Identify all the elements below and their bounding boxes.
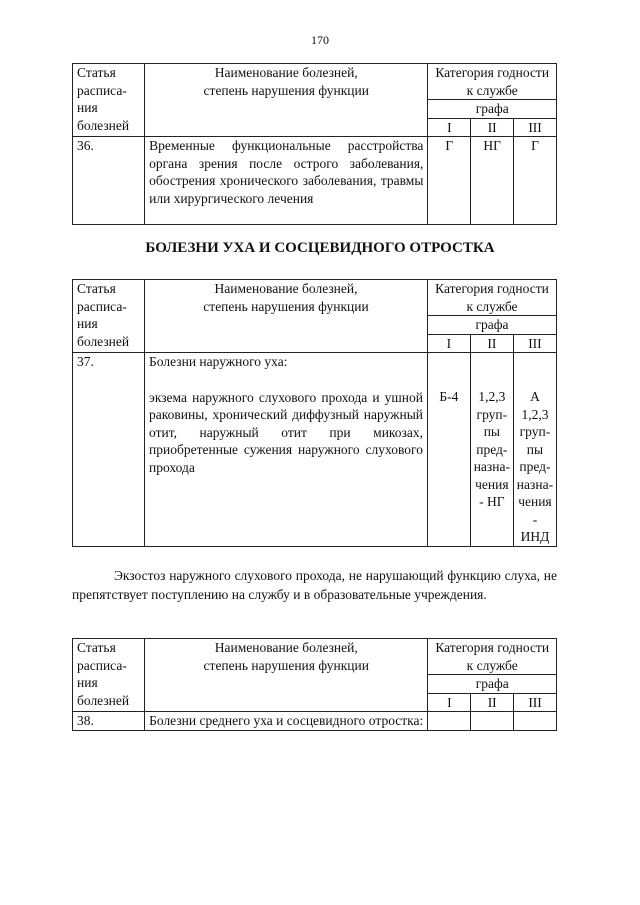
row36-II: НГ bbox=[471, 137, 514, 225]
header-article-line: ния bbox=[77, 316, 98, 331]
row36-number: 36. bbox=[73, 137, 145, 225]
header-col-II: II bbox=[471, 693, 514, 712]
table-row37 bbox=[72, 279, 557, 547]
header-article-line: болезней bbox=[77, 692, 130, 708]
row37-III-line: пы bbox=[526, 441, 544, 457]
row37-III-line: 1,2,3 bbox=[521, 406, 549, 422]
row37-II-line: пы bbox=[483, 424, 500, 439]
header-category-line: Категория годности bbox=[435, 281, 549, 296]
header-article-line: Статья bbox=[77, 281, 116, 296]
header-name-line: степень нарушения функции bbox=[203, 298, 369, 314]
header-name-cell bbox=[145, 64, 428, 137]
header-grafa: графа bbox=[428, 675, 557, 694]
row37-II-line: - НГ bbox=[479, 494, 505, 509]
row37-III-line: А bbox=[530, 389, 540, 404]
header-name-cell bbox=[145, 639, 428, 712]
row37-III-cell bbox=[513, 353, 556, 547]
row36-I: Г bbox=[428, 137, 471, 225]
row37-III-line: - bbox=[532, 511, 538, 527]
header-article-cell bbox=[73, 280, 145, 353]
row37-number: 37. bbox=[73, 353, 145, 547]
header-article-line: ния bbox=[77, 675, 98, 690]
row37-I-cell bbox=[428, 353, 471, 547]
row37-I: Б-4 bbox=[439, 389, 459, 404]
row37-III-line: назна- bbox=[516, 476, 554, 492]
header-col-III: III bbox=[513, 334, 556, 353]
header-category-line: к службе bbox=[466, 298, 518, 314]
row37-II-line: назна- bbox=[473, 459, 510, 474]
row37-II-cell bbox=[470, 353, 513, 547]
row36-III: Г bbox=[514, 137, 557, 225]
header-article-line: болезней bbox=[77, 117, 130, 133]
header-article-cell bbox=[73, 639, 145, 712]
note-paragraph: Экзостоз наружного слухового прохода, не нарушающий функцию слуха, не препятствует поступлению на службу и в образовательные учреждения. bbox=[72, 568, 557, 602]
header-article-line: Статья bbox=[77, 640, 116, 655]
header-col-I: I bbox=[428, 334, 471, 353]
page-number: 170 bbox=[311, 33, 329, 47]
row37-text-cell bbox=[145, 353, 428, 547]
row36-text: Временные функциональные расстройства органа зрения после острого заболевания, обострения хронического заболевания, травмы или хирургического лечения bbox=[145, 137, 428, 225]
header-category-line: Категория годности bbox=[435, 65, 550, 80]
header-col-I: I bbox=[428, 118, 471, 137]
row38-text: Болезни среднего уха и сосцевидного отростка: bbox=[145, 712, 428, 731]
header-name-line: Наименование болезней, bbox=[214, 65, 358, 80]
header-category-cell bbox=[428, 639, 557, 675]
row37-II-line: груп- bbox=[476, 406, 508, 422]
header-category-line: Категория годности bbox=[435, 640, 550, 655]
header-article-line: ния bbox=[77, 100, 98, 115]
row37-II-line: пред- bbox=[476, 441, 508, 457]
header-name-line: степень нарушения функции bbox=[203, 657, 369, 673]
section-title: БОЛЕЗНИ УХА И СОСЦЕВИДНОГО ОТРОСТКА bbox=[145, 240, 495, 256]
header-article-line: болезней bbox=[77, 333, 130, 349]
row38-I bbox=[428, 712, 471, 731]
header-col-III: III bbox=[514, 118, 557, 137]
header-col-III: III bbox=[514, 693, 557, 712]
row38-number: 38. bbox=[73, 712, 145, 731]
header-col-II: II bbox=[470, 334, 513, 353]
header-name-cell bbox=[145, 280, 428, 353]
header-col-I: I bbox=[428, 693, 471, 712]
header-name-line: Наименование болезней, bbox=[214, 640, 358, 655]
row37-III-line: ИНД bbox=[520, 529, 550, 544]
header-name-line: степень нарушения функции bbox=[203, 82, 369, 98]
header-name-line: Наименование болезней, bbox=[214, 281, 358, 296]
header-col-II: II bbox=[471, 118, 514, 137]
row38-II bbox=[471, 712, 514, 731]
table-row38 bbox=[72, 638, 557, 731]
header-grafa: графа bbox=[428, 316, 557, 335]
row37-III-line: чения bbox=[518, 494, 552, 509]
header-category-line: к службе bbox=[466, 657, 518, 673]
row37-II-line: 1,2,3 bbox=[478, 389, 506, 404]
header-category-cell bbox=[428, 280, 557, 316]
header-category-cell bbox=[428, 64, 557, 100]
row37-title: Болезни наружного уха: bbox=[149, 354, 288, 369]
header-category-line: к службе bbox=[466, 82, 518, 98]
row37-III-line: пред- bbox=[519, 459, 551, 474]
row38-III bbox=[514, 712, 557, 731]
header-article-line: Статья bbox=[77, 65, 116, 80]
row37-text: экзема наружного слухового прохода и ушной раковины, хронический диффузный наружный отит, наружный отит при микозах, приобретенные сужения наружного слухового прохода bbox=[149, 389, 423, 475]
row37-II-line: чения bbox=[475, 476, 509, 492]
row37-III-line: груп- bbox=[519, 424, 551, 439]
header-article-line: расписа- bbox=[77, 298, 127, 314]
header-article-line: расписа- bbox=[77, 82, 127, 98]
header-article-cell bbox=[73, 64, 145, 137]
header-grafa: графа bbox=[428, 100, 557, 119]
table-row36 bbox=[72, 63, 557, 225]
header-article-line: расписа- bbox=[77, 657, 127, 673]
